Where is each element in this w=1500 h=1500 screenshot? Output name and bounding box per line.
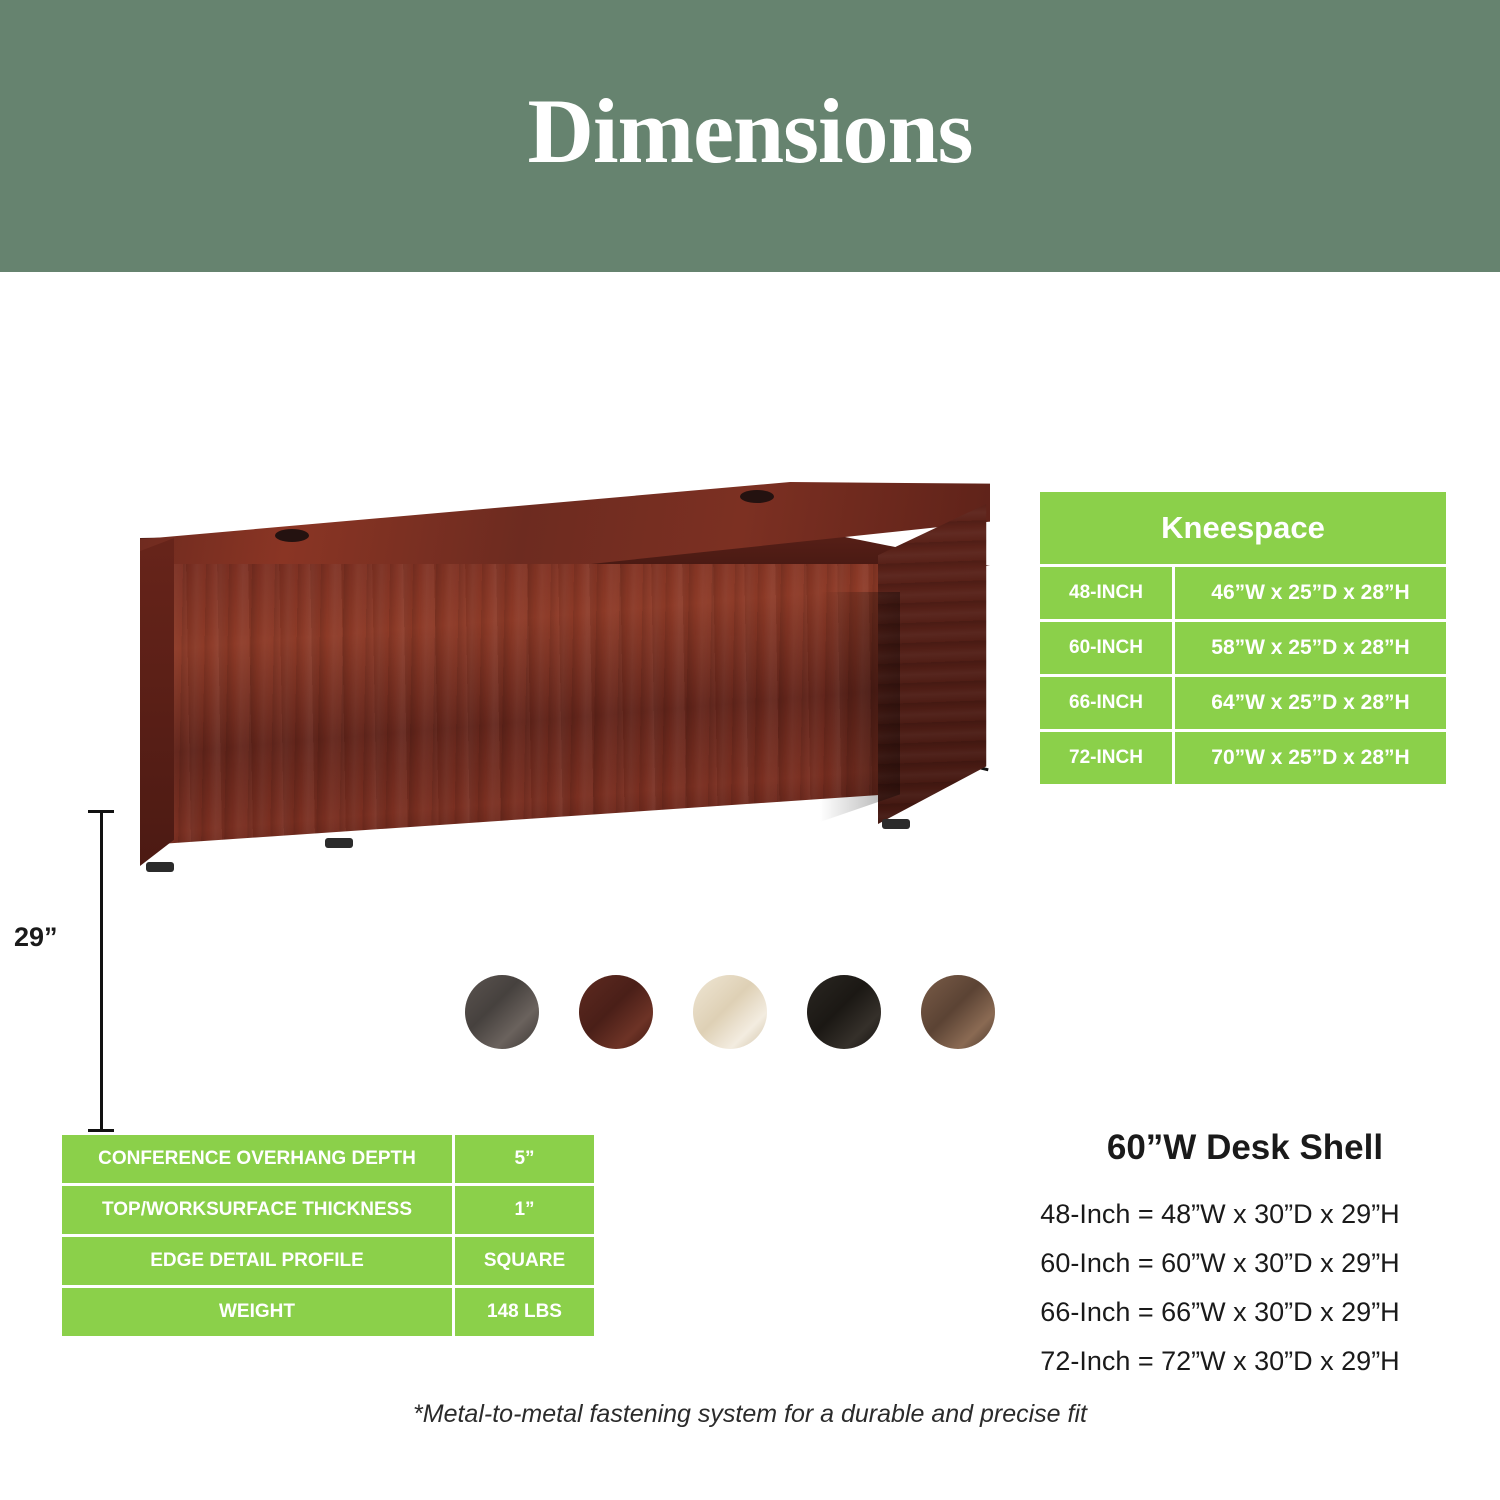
desk-inner-shadow <box>820 592 900 822</box>
grommet-hole-right <box>740 490 774 503</box>
kneespace-size: 72-INCH <box>1040 732 1175 784</box>
desk-left-end-panel <box>140 538 174 866</box>
spec-value: 5” <box>455 1135 594 1186</box>
product-illustration <box>0 272 1010 972</box>
page-header <box>0 0 1500 272</box>
table-row <box>1040 677 1446 732</box>
table-row <box>1040 567 1446 622</box>
kneespace-value: 58”W x 25”D x 28”H <box>1175 622 1446 677</box>
spec-value: SQUARE <box>455 1237 594 1288</box>
finish-swatch-list <box>455 975 1015 1065</box>
list-item: 48-Inch = 48”W x 30”D x 29”H <box>1040 1199 1400 1229</box>
list-item: 66-Inch = 66”W x 30”D x 29”H <box>1040 1297 1400 1327</box>
desk-shell-title: 60”W Desk Shell <box>1106 1128 1384 1167</box>
gray-wood-swatch[interactable] <box>465 975 539 1049</box>
list-item: 60-Inch = 60”W x 30”D x 29”H <box>1040 1248 1400 1278</box>
page-title: Dimensions <box>527 80 973 182</box>
light-maple-swatch[interactable] <box>693 975 767 1049</box>
spec-label: EDGE DETAIL PROFILE <box>62 1237 455 1288</box>
table-row <box>62 1237 594 1288</box>
table-row <box>1040 622 1446 677</box>
dimension-tick-top <box>88 810 114 813</box>
kneespace-value: 70”W x 25”D x 28”H <box>1175 732 1446 784</box>
kneespace-size: 60-INCH <box>1040 622 1175 677</box>
footnote: *Metal-to-metal fastening system for a durable and precise fit <box>413 1400 1087 1428</box>
walnut-swatch[interactable] <box>921 975 995 1049</box>
kneespace-title: Kneespace <box>1040 492 1446 567</box>
espresso-black-swatch[interactable] <box>807 975 881 1049</box>
table-row <box>1040 732 1446 784</box>
desk-front-woodgrain <box>160 564 900 844</box>
kneespace-value: 64”W x 25”D x 28”H <box>1175 677 1446 732</box>
spec-label: CONFERENCE OVERHANG DEPTH <box>62 1135 455 1186</box>
spec-label: TOP/WORKSURFACE THICKNESS <box>62 1186 455 1237</box>
desk-shell-size-list <box>985 1190 1455 1386</box>
table-row <box>62 1135 594 1186</box>
kneespace-value: 46”W x 25”D x 28”H <box>1175 567 1446 622</box>
desk-shell-image <box>140 482 990 892</box>
spec-label: WEIGHT <box>62 1288 455 1336</box>
list-item: 72-Inch = 72”W x 30”D x 29”H <box>1040 1346 1400 1376</box>
grommet-hole-left <box>275 529 309 542</box>
kneespace-table <box>1040 492 1446 784</box>
desk-foot-center <box>325 838 353 848</box>
kneespace-size: 66-INCH <box>1040 677 1175 732</box>
dimension-tick-bottom <box>88 1129 114 1132</box>
desk-foot-left <box>146 862 174 872</box>
spec-value: 1” <box>455 1186 594 1237</box>
table-row <box>62 1186 594 1237</box>
mahogany-swatch[interactable] <box>579 975 653 1049</box>
specs-table <box>62 1135 594 1336</box>
kneespace-size: 48-INCH <box>1040 567 1175 622</box>
dimension-line-height <box>100 812 103 1132</box>
dimension-label-height: 29” <box>14 922 58 952</box>
spec-value: 148 LBS <box>455 1288 594 1336</box>
kneespace-title-row <box>1040 492 1446 567</box>
table-row <box>62 1288 594 1336</box>
desk-foot-right <box>882 819 910 829</box>
